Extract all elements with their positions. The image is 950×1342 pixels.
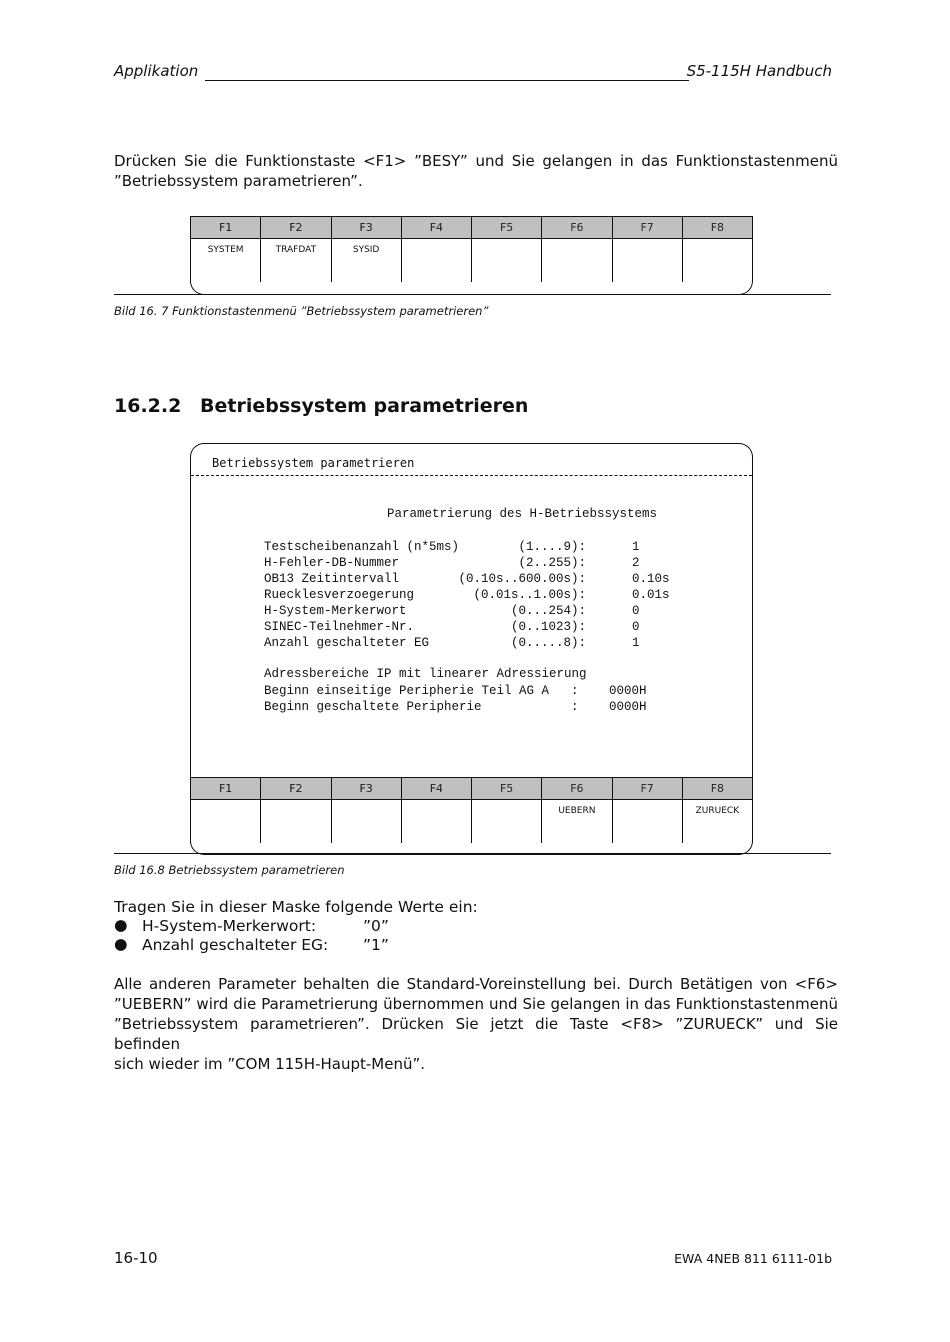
fkey-f2[interactable]: F2 bbox=[261, 217, 331, 238]
function-key-menu-params bbox=[190, 777, 753, 843]
function-key-menu-bottom bbox=[190, 281, 753, 295]
param-name: H-System-Merkerwort bbox=[264, 604, 407, 618]
intro-line: ”Betriebssystem parametrieren”. bbox=[114, 172, 363, 190]
address-sep: : bbox=[571, 700, 579, 714]
address-values bbox=[609, 683, 647, 715]
param-range: (0.10s..600.00s): bbox=[458, 572, 586, 586]
parameter-screen bbox=[190, 443, 753, 778]
fkey-label-uebern[interactable]: UEBERN bbox=[542, 800, 612, 843]
param-value[interactable]: 0.10s bbox=[632, 572, 670, 586]
fkey-f4[interactable]: F4 bbox=[402, 217, 472, 238]
screen-heading: Parametrierung des H-Betriebssystems bbox=[387, 507, 658, 521]
param-name: Anzahl geschalteter EG bbox=[264, 636, 430, 650]
function-key-labels bbox=[191, 239, 752, 282]
fkey-f5[interactable]: F5 bbox=[472, 217, 542, 238]
figure-rule bbox=[114, 294, 831, 295]
bullet-dot: ● bbox=[114, 935, 128, 953]
document-number: EWA 4NEB 811 6111-01b bbox=[674, 1251, 832, 1266]
param-values bbox=[632, 539, 670, 651]
intro-paragraph bbox=[114, 151, 838, 191]
section-title: Betriebssystem parametrieren bbox=[200, 395, 529, 417]
param-value[interactable]: 0 bbox=[632, 620, 640, 634]
header-manual-title: S5-115H Handbuch bbox=[686, 62, 832, 80]
closing-line: sich wieder im ”COM 115H-Haupt-Menü”. bbox=[114, 1055, 426, 1073]
fkey-label-empty bbox=[472, 239, 542, 282]
instruction-value: ”0” bbox=[363, 917, 389, 935]
param-range: (2..255): bbox=[518, 556, 586, 570]
fkey-label-empty bbox=[472, 800, 542, 843]
page-number: 16-10 bbox=[114, 1249, 158, 1267]
fkey-f4[interactable]: F4 bbox=[402, 778, 472, 799]
function-key-row bbox=[191, 217, 752, 239]
header-rule bbox=[205, 80, 689, 81]
screen-title: Betriebssystem parametrieren bbox=[212, 456, 415, 470]
fkey-label-empty bbox=[542, 239, 612, 282]
address-value[interactable]: 0000H bbox=[609, 684, 647, 698]
fkey-f7[interactable]: F7 bbox=[613, 778, 683, 799]
header-section-title: Applikation bbox=[114, 62, 199, 80]
param-name: H-Fehler-DB-Nummer bbox=[264, 556, 400, 570]
fkey-label-sysid[interactable]: SYSID bbox=[332, 239, 402, 282]
fkey-f1[interactable]: F1 bbox=[191, 217, 261, 238]
param-range: (0.01s..1.00s): bbox=[473, 588, 586, 602]
address-name: Beginn geschaltete Peripherie bbox=[264, 700, 482, 714]
function-key-row bbox=[191, 778, 752, 800]
fkey-f8[interactable]: F8 bbox=[710, 221, 725, 234]
address-value[interactable]: 0000H bbox=[609, 700, 647, 714]
fkey-f1[interactable]: F1 bbox=[191, 778, 261, 799]
address-heading: Adressbereiche IP mit linearer Adressierung bbox=[264, 667, 587, 681]
closing-line: ”UEBERN” wird die Parametrierung übernommen und Sie gelangen in das Funktionstastenmenü bbox=[114, 995, 838, 1013]
fkey-f3[interactable]: F3 bbox=[332, 217, 402, 238]
param-range: (0.....8): bbox=[510, 636, 586, 650]
fkey-f6[interactable]: F6 bbox=[542, 778, 612, 799]
fkey-label-empty bbox=[332, 800, 402, 843]
address-sep: : bbox=[571, 684, 579, 698]
fkey-label-empty bbox=[261, 800, 331, 843]
instruction-label: Anzahl geschalteter EG: bbox=[142, 936, 329, 954]
function-key-menu-system bbox=[190, 216, 753, 282]
fkey-label-trafdat[interactable]: TRAFDAT bbox=[261, 239, 331, 282]
fkey-f3[interactable]: F3 bbox=[332, 778, 402, 799]
fkey-label-empty bbox=[613, 800, 683, 843]
param-value[interactable]: 1 bbox=[632, 540, 640, 554]
param-name: Ruecklesverzoegerung bbox=[264, 588, 415, 602]
closing-line: ”Betriebssystem parametrieren”. Drücken Sie jetzt die Taste <F8> ”ZURUECK” und Sie befinden bbox=[114, 1015, 838, 1053]
figure-caption: Bild 16. 7 Funktionstastenmenü ”Betriebssystem parametrieren” bbox=[114, 304, 489, 318]
figure-rule bbox=[114, 853, 831, 854]
param-value[interactable]: 0.01s bbox=[632, 588, 670, 602]
instructions-lead: Tragen Sie in dieser Maske folgende Werte ein: bbox=[114, 898, 478, 916]
screen-title-divider bbox=[191, 475, 752, 476]
param-name: SINEC-Teilnehmer-Nr. bbox=[264, 620, 415, 634]
address-name: Beginn einseitige Peripherie Teil AG A bbox=[264, 684, 550, 698]
address-separators bbox=[571, 683, 579, 715]
instruction-label: H-System-Merkerwort: bbox=[142, 917, 317, 935]
closing-paragraph bbox=[114, 974, 838, 1074]
function-key-labels bbox=[191, 800, 752, 843]
section-number: 16.2.2 bbox=[114, 395, 182, 417]
param-name: Testscheibenanzahl (n*5ms) bbox=[264, 540, 460, 554]
address-names bbox=[264, 683, 549, 715]
figure-caption: Bild 16.8 Betriebssystem parametrieren bbox=[114, 863, 345, 877]
fkey-f5[interactable]: F5 bbox=[472, 778, 542, 799]
fkey-label-empty bbox=[402, 239, 472, 282]
param-ranges bbox=[458, 539, 586, 651]
instruction-value: ”1” bbox=[363, 936, 389, 954]
closing-line: Alle anderen Parameter behalten die Standard-Voreinstellung bei. Durch Betätigen von <F6> bbox=[114, 975, 838, 993]
intro-line: Drücken Sie die Funktionstaste <F1> ”BESY” und Sie gelangen in das Funktionstastenmenü bbox=[114, 152, 838, 170]
fkey-f7[interactable]: F7 bbox=[613, 217, 683, 238]
param-value[interactable]: 1 bbox=[632, 636, 640, 650]
fkey-label-empty bbox=[613, 239, 683, 282]
param-range: (1....9): bbox=[518, 540, 586, 554]
fkey-f8[interactable]: F8 bbox=[710, 782, 725, 795]
fkey-label-system[interactable]: SYSTEM bbox=[191, 239, 261, 282]
fkey-label-empty bbox=[683, 239, 752, 282]
fkey-label-zurueck[interactable]: ZURUECK bbox=[695, 806, 740, 816]
bullet-dot: ● bbox=[114, 916, 128, 934]
fkey-label-empty bbox=[402, 800, 472, 843]
fkey-f2[interactable]: F2 bbox=[261, 778, 331, 799]
param-range: (0...254): bbox=[510, 604, 586, 618]
param-names bbox=[264, 539, 459, 651]
fkey-label-empty bbox=[191, 800, 261, 843]
param-name: OB13 Zeitintervall bbox=[264, 572, 400, 586]
param-value[interactable]: 0 bbox=[632, 604, 640, 618]
fkey-f6[interactable]: F6 bbox=[542, 217, 612, 238]
param-value[interactable]: 2 bbox=[632, 556, 640, 570]
param-range: (0..1023): bbox=[510, 620, 586, 634]
